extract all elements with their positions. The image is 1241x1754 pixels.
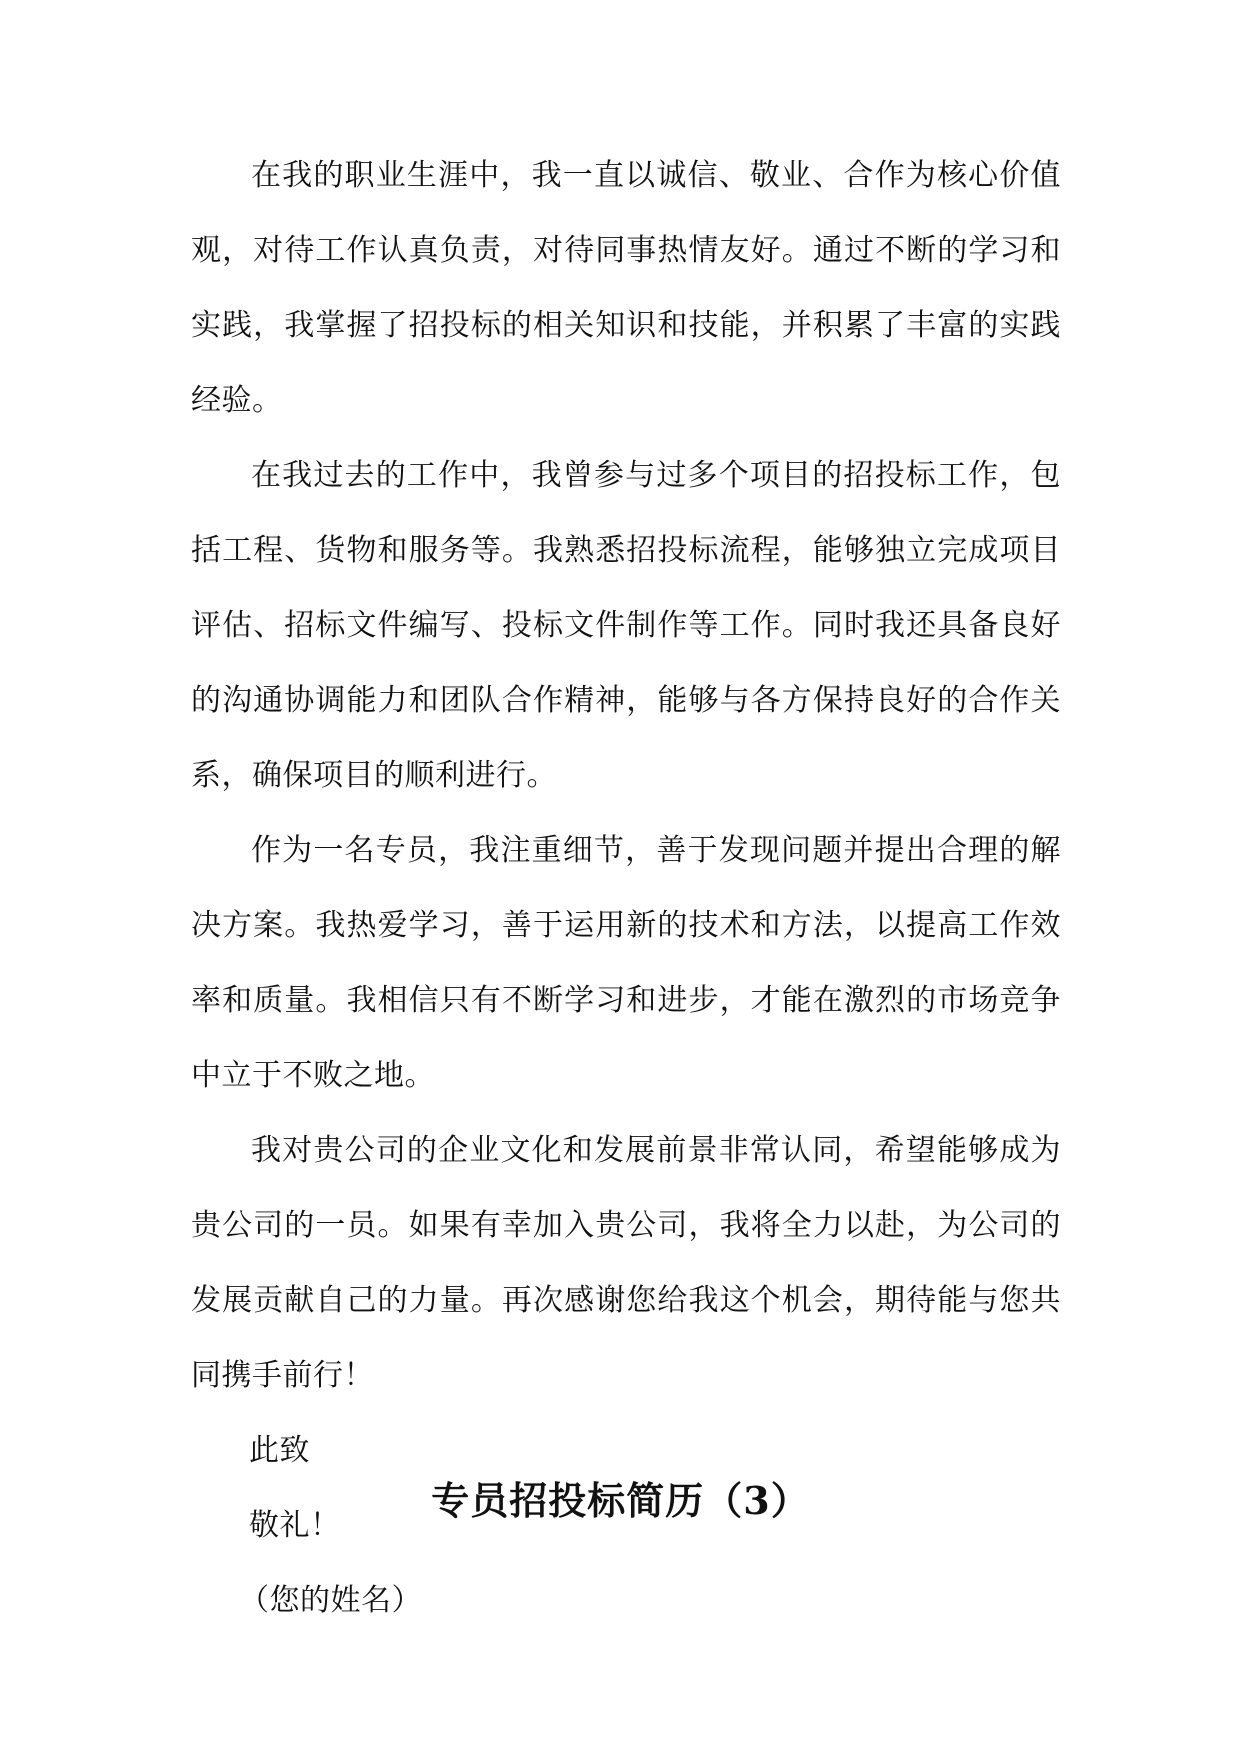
closing-regards: 敬礼！ [249,1508,341,1543]
paragraph-company-interest: 我对贵公司的企业文化和发展前景非常认同，希望能够成为贵公司的一员。如果有幸加入贵公司，我将全力以赴，为公司的发展贡献自己的力量。再次感谢您给我这个机会，期待能与您共同携手前行！ [191,1133,1061,1393]
section-title: 专员招投标简历（3） [431,1478,810,1523]
signature-placeholder: （您的姓名） [239,1583,422,1618]
closing-salutation: 此致 [249,1433,310,1468]
paragraph-attention-to-detail: 作为一名专员，我注重细节，善于发现问题并提出合理的解决方案。我热爱学习，善于运用新的技术和方法，以提高工作效率和质量。我相信只有不断学习和进步，才能在激烈的市场竞争中立于不败之地。 [191,833,1061,1093]
paragraph-core-values: 在我的职业生涯中，我一直以诚信、敬业、合作为核心价值观，对待工作认真负责，对待同事热情友好。通过不断的学习和实践，我掌握了招投标的相关知识和技能，并积累了丰富的实践经验。 [191,158,1061,418]
paragraph-past-work: 在我过去的工作中，我曾参与过多个项目的招投标工作，包括工程、货物和服务等。我熟悉招投标流程，能够独立完成项目评估、招标文件编写、投标文件制作等工作。同时我还具备良好的沟通协调能力和团队合作精神，能够与各方保持良好的合作关系，确保项目的顺利进行。 [191,458,1061,793]
letter-body [191,138,1061,1638]
